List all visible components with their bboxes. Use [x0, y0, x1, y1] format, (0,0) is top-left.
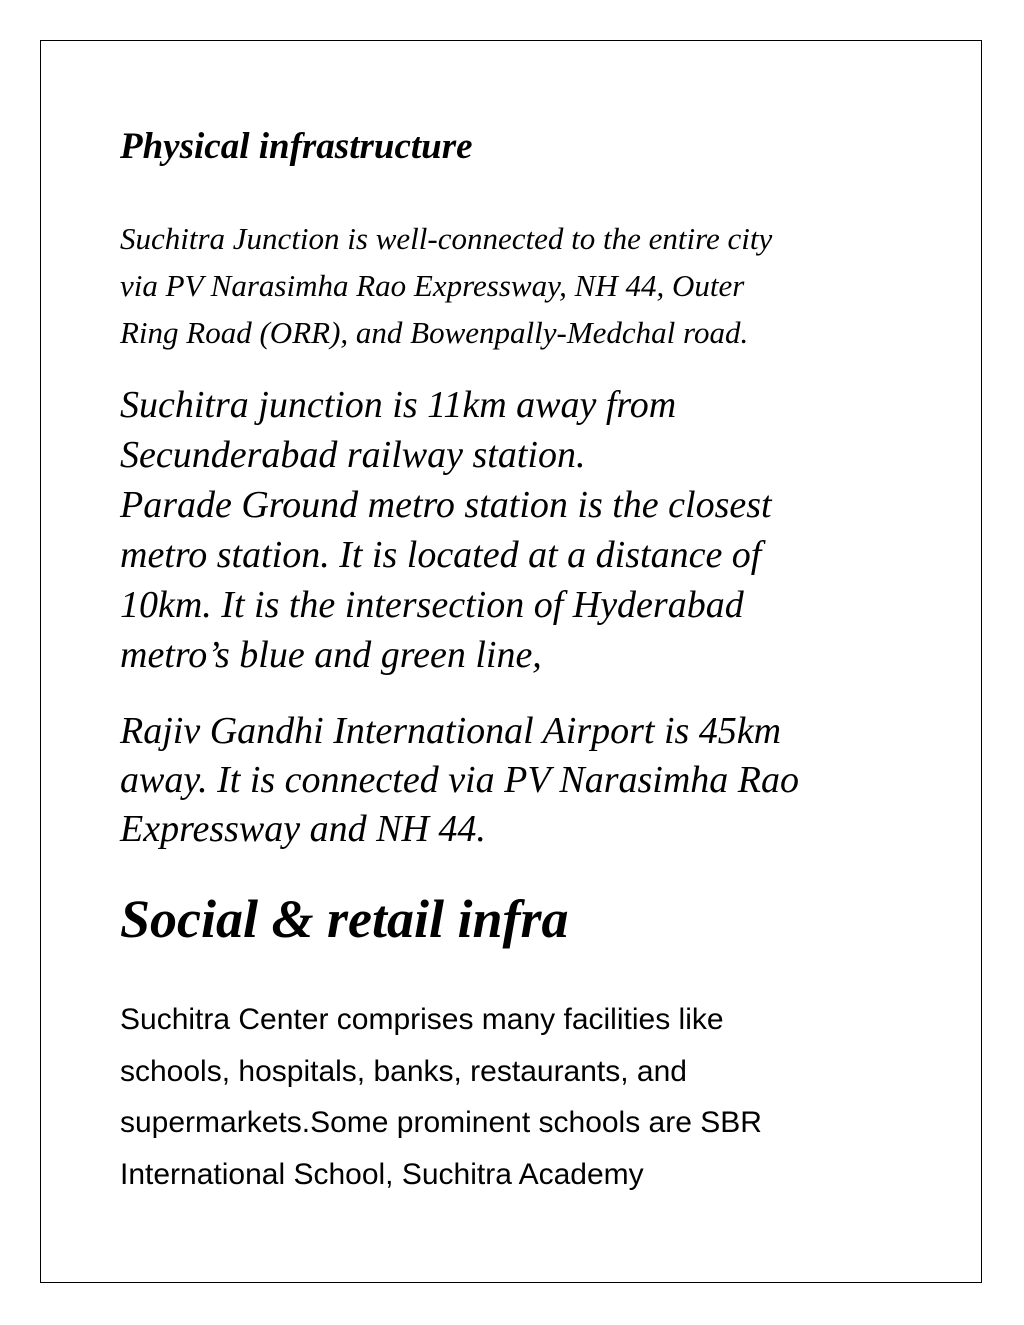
paragraph-line: Suchitra Center comprises many facilities like — [120, 1003, 724, 1036]
paragraph-line: away. It is connected via PV Narasimha Rao — [120, 759, 799, 801]
paragraph-line: supermarkets.Some prominent schools are SBR — [120, 1106, 762, 1139]
paragraph-line: Parade Ground metro station is the closest — [120, 484, 772, 526]
paragraph-line: International School, Suchitra Academy — [120, 1157, 644, 1191]
paragraph-line: 10km. It is the intersection of Hyderabad — [120, 584, 744, 626]
paragraph-connectivity — [120, 215, 772, 356]
paragraph-line: Suchitra junction is 11km away from — [120, 384, 677, 426]
paragraph-line: Rajiv Gandhi International Airport is 45km — [120, 710, 782, 752]
paragraph-railway-metro — [120, 380, 772, 680]
paragraph-line: Ring Road (ORR), and Bowenpally-Medchal road. — [120, 315, 749, 350]
section-heading-social-retail-infra: Social & retail infra — [120, 889, 569, 949]
paragraph-line: Suchitra Junction is well-connected to the entire city — [120, 221, 773, 256]
paragraph-line: Expressway and NH 44. — [120, 808, 486, 850]
paragraph-facilities — [120, 994, 762, 1200]
section-heading-physical-infrastructure: Physical infrastructure — [120, 126, 473, 167]
paragraph-line: via PV Narasimha Rao Expressway, NH 44, Outer — [120, 268, 745, 303]
paragraph-line: schools, hospitals, banks, restaurants, and — [120, 1054, 687, 1088]
paragraph-airport — [120, 707, 799, 854]
paragraph-line: metro station. It is located at a distance of — [120, 534, 762, 576]
paragraph-line: Secunderabad railway station. — [120, 434, 586, 476]
paragraph-line: metro’s blue and green line, — [120, 634, 542, 676]
